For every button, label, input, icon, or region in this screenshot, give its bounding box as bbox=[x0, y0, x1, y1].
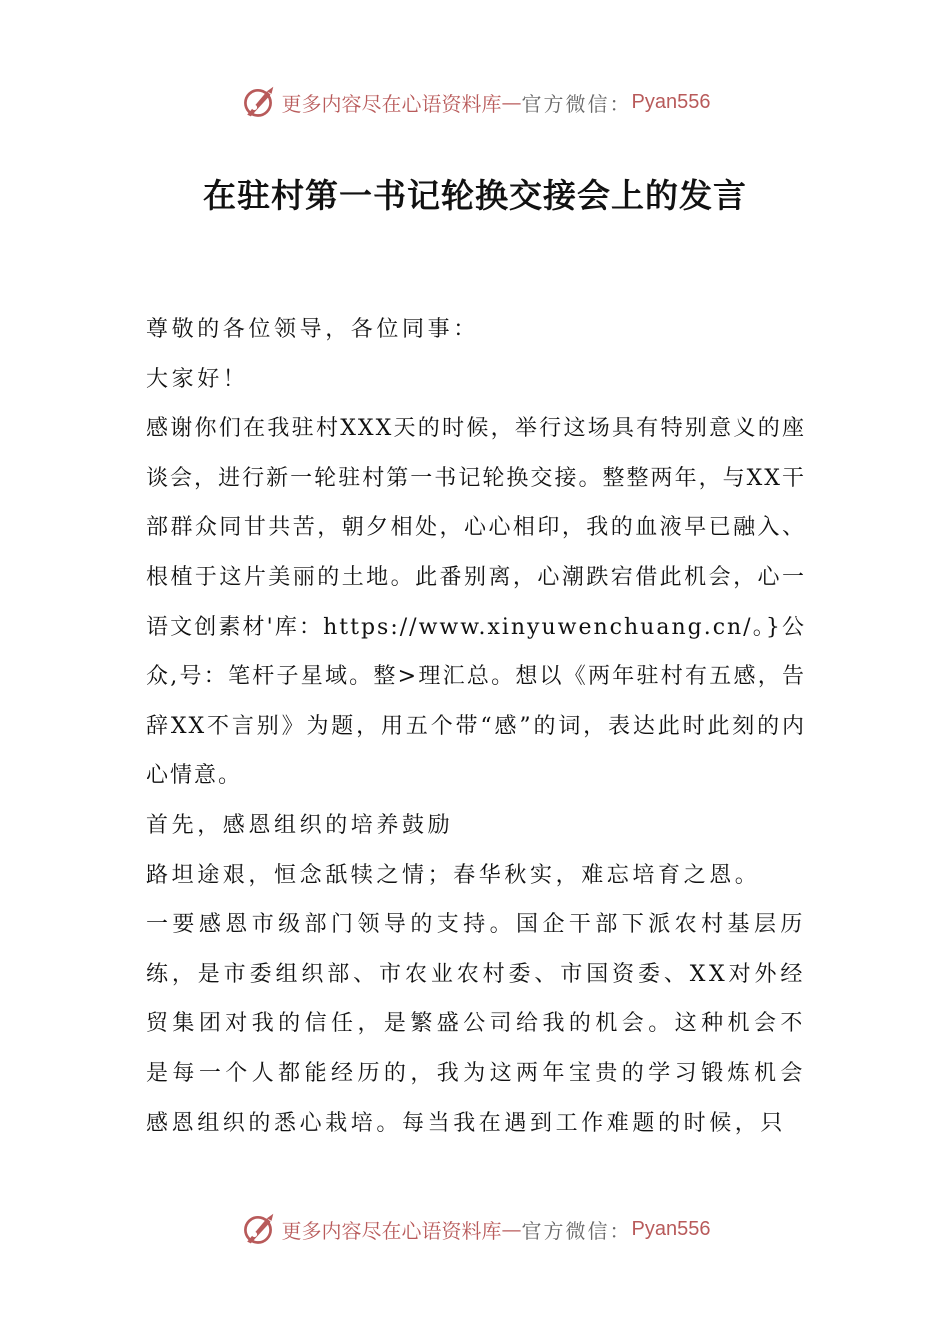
section-heading: 首先，感恩组织的培养鼓励 bbox=[146, 812, 454, 838]
quill-pen-logo-icon bbox=[240, 1211, 276, 1247]
quill-pen-logo-icon bbox=[240, 84, 276, 120]
banner-brand-text: 更多内容尽在心语资料库 bbox=[281, 1218, 502, 1243]
banner-wechat-id: Pyan556 bbox=[631, 1217, 711, 1240]
body-paragraph: 感谢你们在我驻村XXX天的时候，举行这场具有特别意义的座谈会，进行新一轮驻村第一书记轮换交接。整整两年，与XX干部群众同甘共苦，朝夕相处，心心相印，我的血液早已融入、根植于这片美丽的土地。此番别离，心潮跌宕借此机会，心一语文创素材'库：https://www.xinyuwenchuang.cn/。}公众,号：笔杆子星域。整>理汇总。想以《两年驻村有五感，告辞XX不言别》为题，用五个带“感”的词，表达此时此刻的内心情意。 bbox=[146, 416, 806, 789]
banner-wechat-id: Pyan556 bbox=[631, 90, 711, 113]
banner-official-label: 官方微信： bbox=[521, 91, 632, 116]
footer-banner bbox=[0, 1207, 950, 1251]
body-paragraph: 路坦途艰，恒念舐犊之情；春华秋实，难忘培育之恩。 bbox=[146, 862, 761, 888]
banner-dash: — bbox=[501, 90, 522, 114]
body-paragraph: 一要感恩市级部门领导的支持。国企干部下派农村基层历练，是市委组织部、市农业农村委、市国资委、XX对外经贸集团对我的信任，是繁盛公司给我的机会。这种机会不是每一个人都能经历的，我为这两年宝贵的学习锻炼机会感恩组织的悉心栽培。每当我在遇到工作难题的时候，只 bbox=[146, 912, 806, 1136]
header-banner bbox=[0, 80, 950, 124]
banner-official-label: 官方微信： bbox=[521, 1218, 632, 1243]
greeting: 大家好！ bbox=[146, 366, 249, 392]
salutation: 尊敬的各位领导，各位同事： bbox=[146, 317, 479, 342]
document-body bbox=[146, 305, 806, 1148]
banner-dash: — bbox=[501, 1217, 522, 1241]
document-title: 在驻村第一书记轮换交接会上的发言 bbox=[203, 176, 747, 215]
banner-brand-text: 更多内容尽在心语资料库 bbox=[281, 91, 502, 116]
